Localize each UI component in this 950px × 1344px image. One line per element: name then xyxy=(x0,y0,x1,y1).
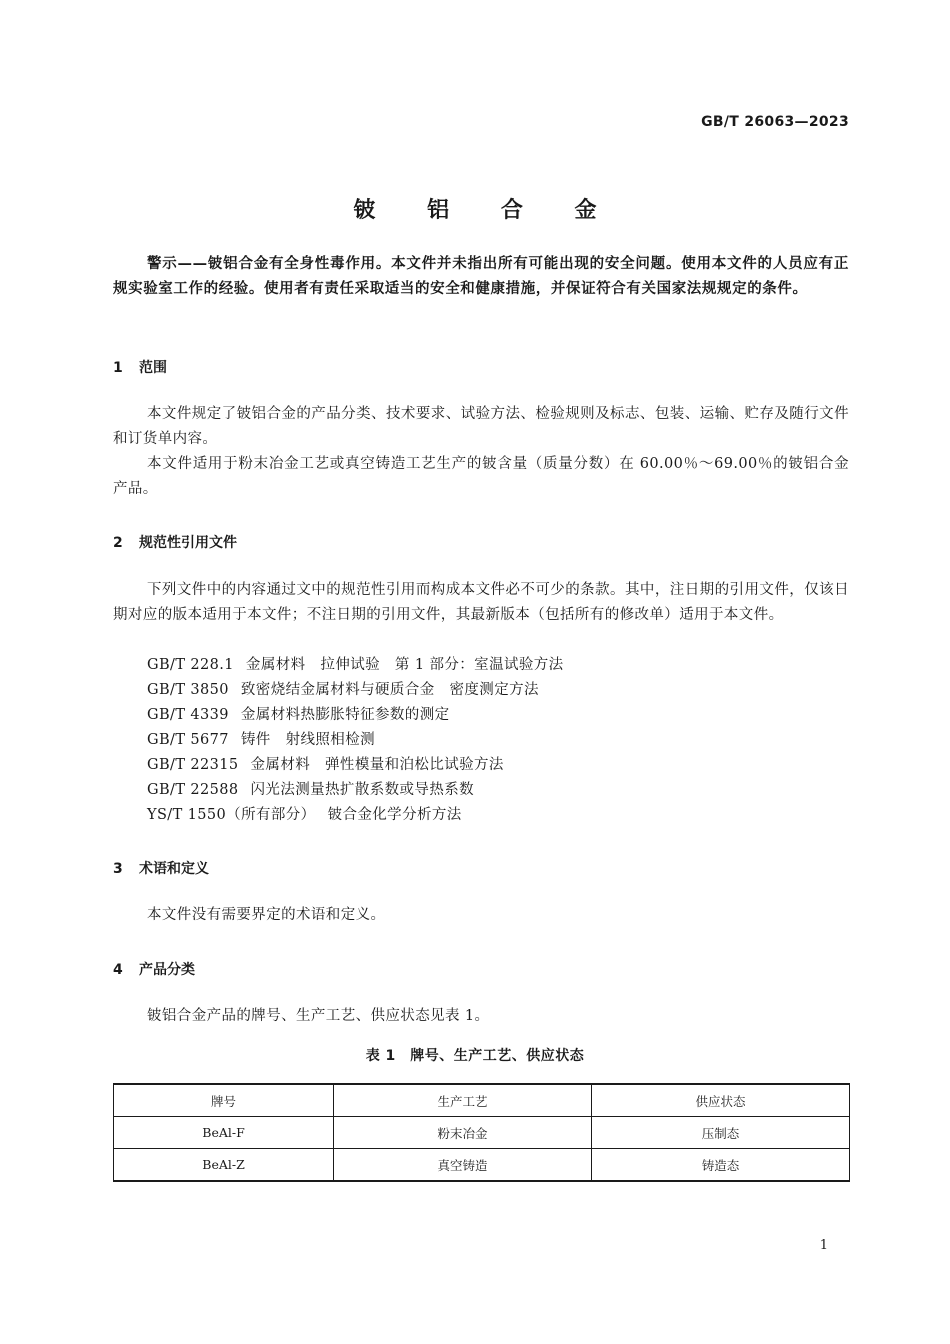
section-3-heading xyxy=(113,858,209,878)
reference-name: 金属材料 弹性模量和泊松比试验方法 xyxy=(250,757,504,773)
reference-code: GB/T 4339 xyxy=(147,707,229,723)
section-1-heading xyxy=(113,357,167,377)
section-title: 产品分类 xyxy=(139,962,195,978)
section-1-paragraph-1: 本文件规定了铍铝合金的产品分类、技术要求、试验方法、检验规则及标志、包装、运输、贮存及随行文件和订货单内容。 xyxy=(113,406,849,447)
column-header-process: 生产工艺 xyxy=(334,1084,592,1117)
document-title: 铍 铝 合 金 xyxy=(353,198,619,223)
section-number: 2 xyxy=(113,535,123,551)
reference-code: GB/T 228.1 xyxy=(147,657,234,673)
reference-item xyxy=(147,728,375,753)
table-cell: BeAl-F xyxy=(114,1117,334,1149)
standard-code: GB/T 26063—2023 xyxy=(701,114,849,130)
section-2-heading xyxy=(113,532,237,552)
section-3-paragraph-1: 本文件没有需要界定的术语和定义。 xyxy=(147,907,386,923)
table-row xyxy=(114,1117,850,1149)
reference-item xyxy=(147,778,474,803)
reference-code: YS/T 1550（所有部分） xyxy=(147,807,316,823)
reference-code: GB/T 5677 xyxy=(147,732,229,748)
section-2-paragraph-1: 下列文件中的内容通过文中的规范性引用而构成本文件必不可少的条款。其中，注日期的引用文件，仅该日期对应的版本适用于本文件；不注日期的引用文件，其最新版本（包括所有的修改单）适用于本文件。 xyxy=(113,582,849,623)
reference-item xyxy=(147,803,462,828)
table-caption: 表 1 牌号、生产工艺、供应状态 xyxy=(365,1048,585,1064)
table-header-row xyxy=(114,1084,850,1117)
warning-text: 警示——铍铝合金有全身性毒作用。本文件并未指出所有可能出现的安全问题。使用本文件的人员应有正规实验室工作的经验。使用者有责任采取适当的安全和健康措施，并保证符合有关国家法规规定的条件。 xyxy=(113,256,849,297)
section-4-paragraph-1: 铍铝合金产品的牌号、生产工艺、供应状态见表 1。 xyxy=(147,1008,490,1024)
reference-name: 闪光法测量热扩散系数或导热系数 xyxy=(250,782,475,798)
section-title: 范围 xyxy=(139,360,167,376)
reference-item xyxy=(147,703,450,728)
section-number: 4 xyxy=(113,962,123,978)
reference-code: GB/T 3850 xyxy=(147,682,229,698)
table-cell: BeAl-Z xyxy=(114,1149,334,1182)
reference-name: 铸件 射线照相检测 xyxy=(240,732,376,748)
table-cell: 压制态 xyxy=(592,1117,850,1149)
reference-name: 铍合金化学分析方法 xyxy=(327,807,462,823)
page-number: 1 xyxy=(819,1238,828,1253)
product-classification-table xyxy=(113,1083,850,1182)
reference-code: GB/T 22315 xyxy=(147,757,239,773)
section-4-heading xyxy=(113,959,195,979)
reference-name: 致密烧结金属材料与硬质合金 密度测定方法 xyxy=(240,682,539,698)
reference-name: 金属材料 拉伸试验 第 1 部分：室温试验方法 xyxy=(245,657,564,673)
reference-item xyxy=(147,678,539,703)
column-header-supply-state: 供应状态 xyxy=(592,1084,850,1117)
section-number: 1 xyxy=(113,360,123,376)
reference-item xyxy=(147,653,564,678)
reference-code: GB/T 22588 xyxy=(147,782,239,798)
reference-item xyxy=(147,753,504,778)
section-number: 3 xyxy=(113,861,123,877)
table-row xyxy=(114,1149,850,1182)
table-cell: 铸造态 xyxy=(592,1149,850,1182)
section-title: 术语和定义 xyxy=(139,861,209,877)
column-header-grade: 牌号 xyxy=(114,1084,334,1117)
section-1-paragraph-2: 本文件适用于粉末冶金工艺或真空铸造工艺生产的铍含量（质量分数）在 60.00％～69.00％的铍铝合金产品。 xyxy=(113,456,849,497)
section-title: 规范性引用文件 xyxy=(139,535,237,551)
reference-name: 金属材料热膨胀特征参数的测定 xyxy=(240,707,450,723)
table-cell: 粉末冶金 xyxy=(334,1117,592,1149)
table-cell: 真空铸造 xyxy=(334,1149,592,1182)
